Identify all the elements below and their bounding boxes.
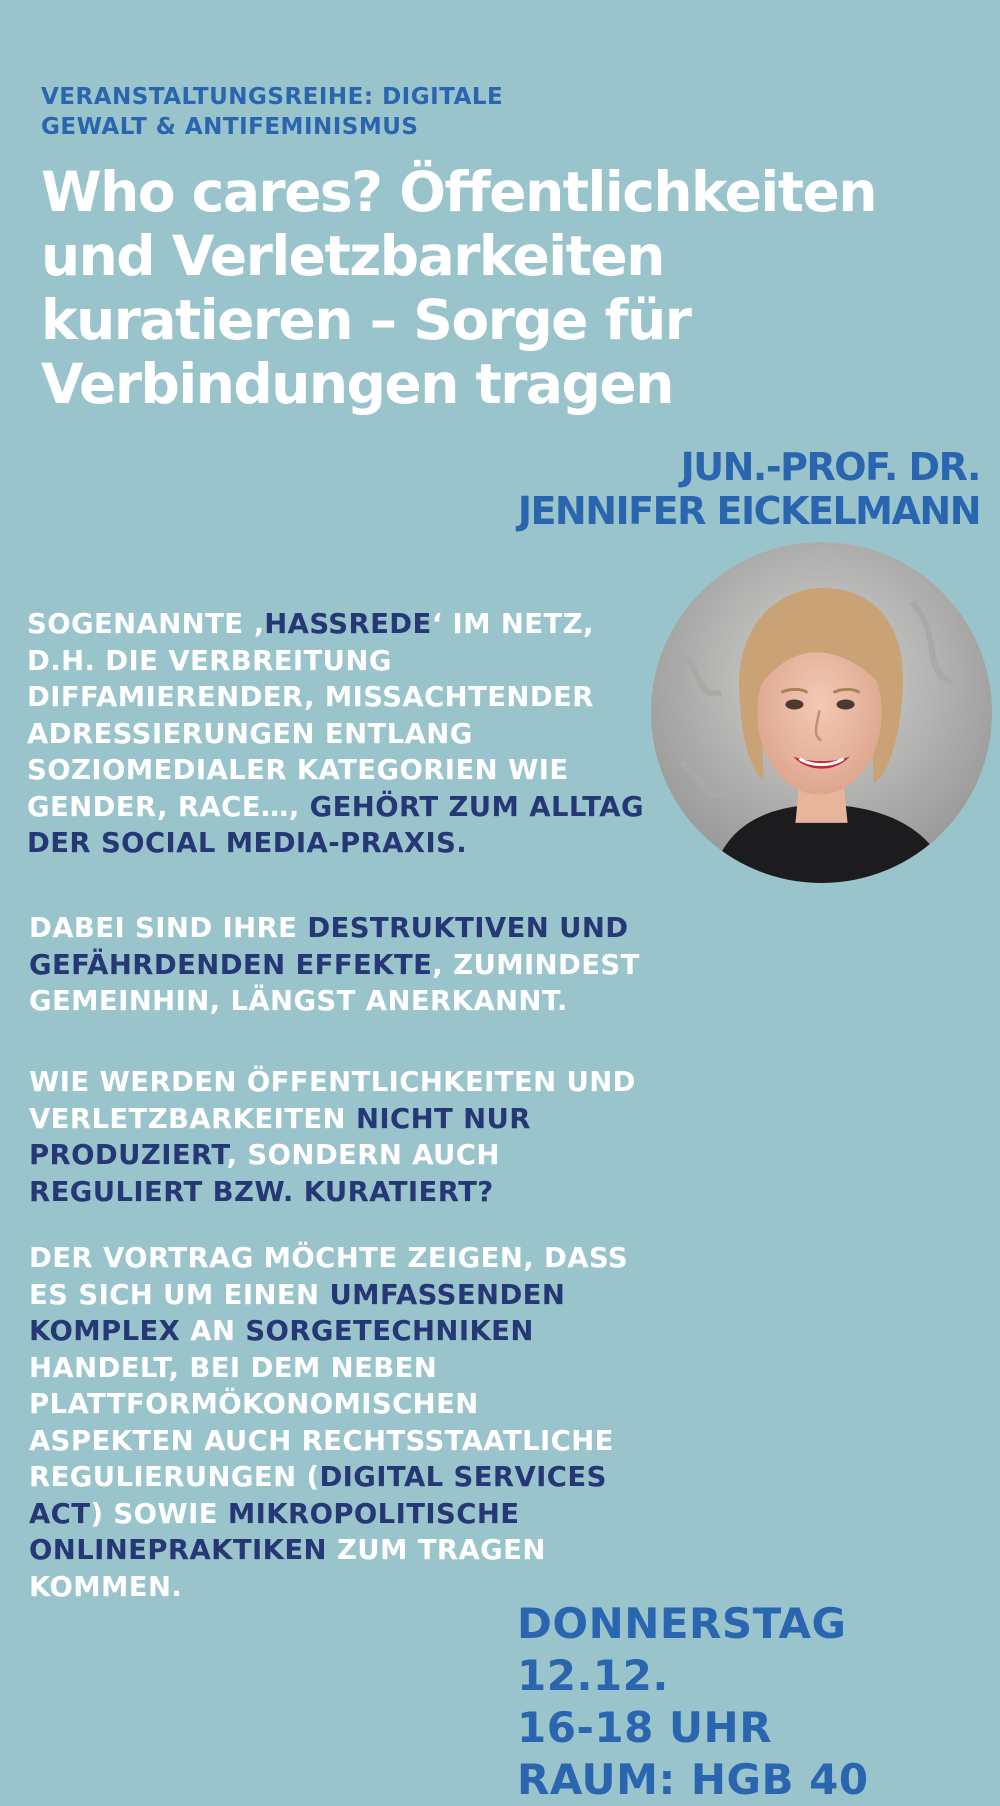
speaker-name xyxy=(420,445,980,533)
p1-text-a: SOGENANNTE ‚ xyxy=(27,608,265,640)
title-line-4: Verbindungen tragen xyxy=(41,352,673,416)
p4-text-a: DER VORTRAG MÖCHTE ZEIGEN, DASS ES SICH UM EINEN xyxy=(29,1242,629,1311)
p4-text-g: ) SOWIE xyxy=(90,1497,228,1530)
speaker-portrait-illustration xyxy=(651,542,992,883)
effects-paragraph xyxy=(29,910,649,1020)
p3-text-a: WIE WERDEN ÖFFENTLICHKEITEN UND VERLETZBARKEITEN xyxy=(29,1066,636,1135)
p1-highlight-hassrede: HASSREDE xyxy=(264,608,432,640)
speaker-portrait xyxy=(651,542,992,883)
p3-highlight-produziert: NICHT NUR PRODUZIERT xyxy=(29,1102,531,1171)
title-line-1: Who cares? Öffentlichkeiten xyxy=(41,160,877,224)
series-line-1: VERANSTALTUNGSREIHE: DIGITALE xyxy=(41,84,504,110)
p3-highlight-kuratiert: REGULIERT BZW. KURATIERT? xyxy=(29,1175,494,1208)
p4-highlight-onlinepraktiken: MIKROPOLITISCHE ONLINEPRAKTIKEN xyxy=(29,1497,520,1566)
p2-highlight-effekte: DESTRUKTIVEN UND GEFÄHRDENDEN EFFEKTE xyxy=(29,912,629,981)
event-series-heading xyxy=(41,82,561,142)
event-date: DONNERSTAG 12.12. xyxy=(517,1599,847,1700)
title-line-3: kuratieren – Sorge für xyxy=(41,288,691,352)
p3-text-c: , SONDERN AUCH xyxy=(226,1139,500,1171)
p2-text-c: , ZUMINDEST GEMEINHIN, LÄNGST ANERKANNT. xyxy=(29,948,640,1017)
event-details xyxy=(517,1598,987,1806)
p4-highlight-komplex: UMFASSENDEN KOMPLEX xyxy=(29,1278,566,1347)
lecture-description-paragraph xyxy=(29,1240,649,1605)
intro-paragraph xyxy=(27,606,647,862)
event-time: 16-18 UHR xyxy=(517,1703,773,1752)
p4-highlight-dsa: DIGITAL SERVICES ACT xyxy=(29,1461,607,1530)
title-line-2: und Verletzbarkeiten xyxy=(41,224,664,288)
p1-highlight-alltag: GEHÖRT ZUM ALLTAG DER SOCIAL MEDIA-PRAXIS. xyxy=(27,790,644,859)
p1-text-c: ‘ IM NETZ, D.H. DIE VERBREITUNG DIFFAMIERENDER, MISSACHTENDER ADRESSIERUNGEN ENTLANG SOZIOMEDIALER KATEGORIEN WIE GENDER, RACE…, xyxy=(27,608,594,823)
question-paragraph xyxy=(29,1064,649,1210)
p4-text-i: ZUM TRAGEN KOMMEN. xyxy=(29,1534,546,1603)
p4-text-e: HANDELT, BEI DEM NEBEN PLATTFORMÖKONOMISCHEN ASPEKTEN AUCH RECHTSSTAATLICHE REGULIERUNGEN ( xyxy=(29,1351,614,1493)
lecture-title xyxy=(41,160,991,416)
series-line-2: GEWALT & ANTIFEMINISMUS xyxy=(41,114,419,140)
event-room: RAUM: HGB 40 xyxy=(517,1755,869,1804)
p4-highlight-sorgetechniken: SORGETECHNIKEN xyxy=(245,1315,534,1347)
speaker-line-1: JUN.-PROF. DR. xyxy=(680,445,980,489)
p2-text-a: DABEI SIND IHRE xyxy=(29,912,308,944)
speaker-line-2: JENNIFER EICKELMANN xyxy=(517,489,980,533)
p4-text-c: AN xyxy=(180,1315,246,1347)
